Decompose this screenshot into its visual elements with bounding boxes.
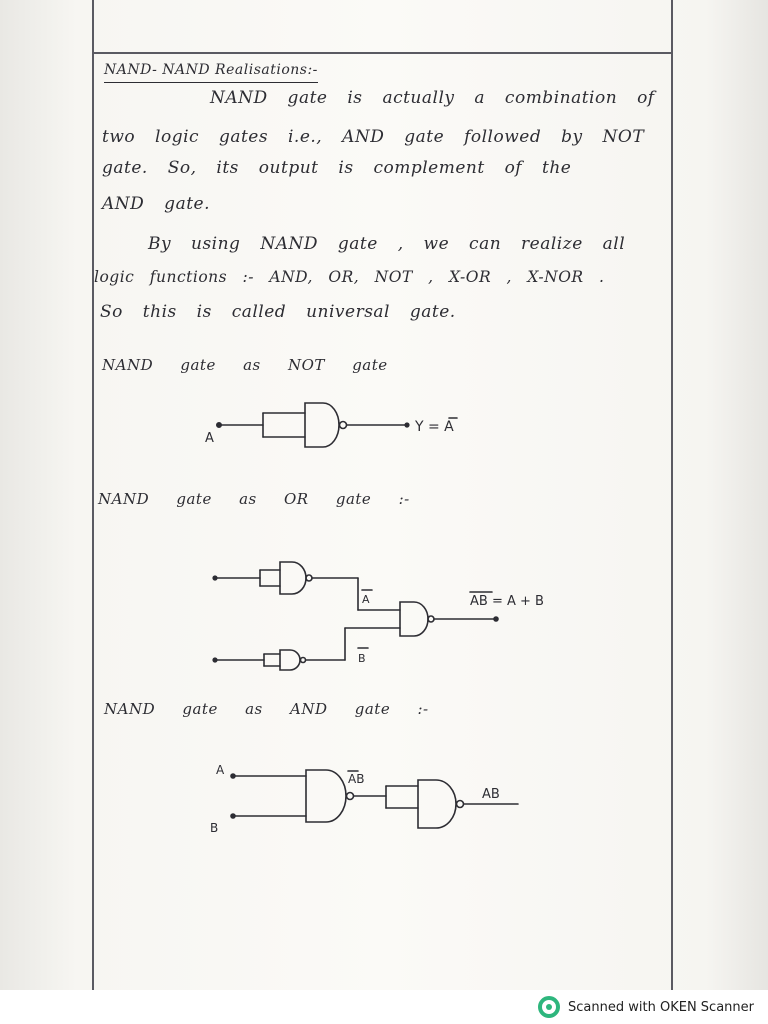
section-not-heading: NAND gate as NOT gate <box>102 356 388 374</box>
label-mid-b: B <box>358 652 366 665</box>
label-mid-a: A <box>362 593 370 606</box>
right-margin-line <box>671 0 673 990</box>
scanner-footer <box>0 990 768 1024</box>
nand-gate-a-body <box>280 562 306 594</box>
label-input-a: A <box>216 763 225 777</box>
paragraph-1-line-3: gate. So, its output is complement of the <box>102 158 572 178</box>
section-or-heading: NAND gate as OR gate :- <box>98 490 410 508</box>
scanner-badge <box>538 996 754 1018</box>
output-dot <box>405 423 409 427</box>
nand-bubble-1 <box>347 793 354 800</box>
nand-bubble-b <box>301 658 306 663</box>
label-output: AB = A + B <box>470 594 544 609</box>
label-output: AB <box>482 787 500 802</box>
nand-gate-1-body <box>306 770 346 822</box>
top-rule-line <box>92 52 672 54</box>
label-input-b: B <box>210 821 219 835</box>
paragraph-2-line-2: logic functions :- AND, OR, NOT , X-OR , X-NOR . <box>94 268 605 286</box>
left-margin-line <box>92 0 94 990</box>
or-gate-diagram <box>200 550 600 680</box>
paragraph-2-line-1: By using NAND gate , we can realize all <box>148 234 626 254</box>
nand-bubble-2 <box>457 801 464 808</box>
label-mid: AB <box>348 772 365 786</box>
and-gate-diagram <box>200 760 540 840</box>
scanner-text: Scanned with OKEN Scanner <box>568 999 754 1015</box>
output-dot <box>494 617 498 621</box>
paragraph-1-line-4: AND gate. <box>102 194 210 214</box>
section-and-heading: NAND gate as AND gate :- <box>104 700 429 718</box>
nand-bubble-a <box>306 575 312 581</box>
paragraph-1-line-2: two logic gates i.e., AND gate followed by NOT <box>102 127 645 147</box>
not-gate-diagram <box>195 395 485 455</box>
nand-gate-out-body <box>400 602 428 636</box>
nand-gate-b-body <box>280 650 300 670</box>
page-title: NAND- NAND Realisations:- <box>104 62 318 83</box>
nand-gate-2-body <box>418 780 456 828</box>
paragraph-1-line-1: NAND gate is actually a combination of <box>210 88 655 108</box>
nand-gate-body <box>305 403 339 447</box>
label-input-a: A <box>205 431 214 446</box>
oken-scanner-logo-icon <box>538 996 560 1018</box>
paragraph-2-line-3: So this is called universal gate. <box>100 302 456 322</box>
nand-bubble-out <box>428 616 434 622</box>
nand-bubble <box>340 422 347 429</box>
label-output-y: Y = A <box>415 419 454 435</box>
